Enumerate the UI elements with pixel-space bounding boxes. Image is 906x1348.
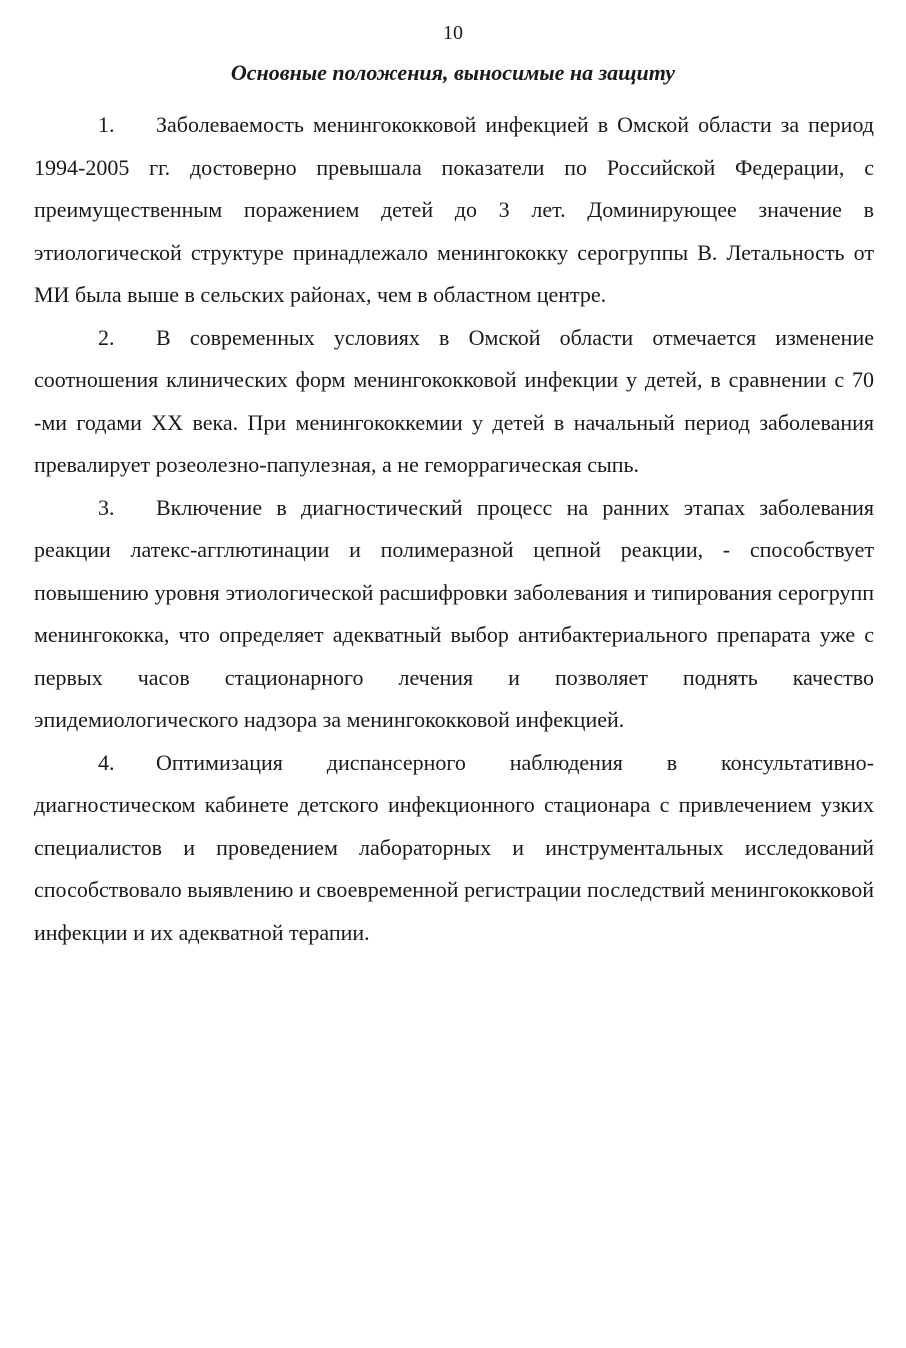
provision-text: Оптимизация диспансерного наблюдения в консультативно-диагностическом кабинете детского инфекционного стационара с привлечением узких специалистов и проведением лабораторных и инструментальных исследований способствовало выявлению и своевременной регистрации последствий менингококковой инфекции и их адекватной терапии. <box>34 749 874 945</box>
provision-item-2 <box>34 317 874 487</box>
provision-text: Заболеваемость менингококковой инфекцией в Омской области за период 1994-2005 гг. достоверно превышала показатели по Российской Федерации, с преимущественным поражением детей до 3 лет. Доминирующее значение в этиологической структуре принадлежало менингококку серогруппы В. Летальность от МИ была выше в сельских районах, чем в областном центре. <box>34 112 874 307</box>
provision-item-1 <box>34 104 874 317</box>
provisions-list <box>34 104 874 954</box>
provision-number: 2. <box>98 324 115 350</box>
provision-number: 4. <box>98 749 115 775</box>
provision-item-4 <box>34 742 874 955</box>
provision-number: 1. <box>98 112 115 137</box>
provision-text: Включение в диагностический процесс на ранних этапах заболевания реакции латекс-агглютинации и полимеразной цепной реакции, - способствует повышению уровня этиологической расшифровки заболевания и типирования серогрупп менингококка, что определяет адекватный выбор антибактериального препарата уже с первых часов стационарного лечения и позволяет поднять качество эпидемиологического надзора за менингококковой инфекцией. <box>34 494 874 732</box>
page-number: 10 <box>443 22 463 44</box>
provision-item-3 <box>34 487 874 742</box>
section-heading: Основные положения, выносимые на защиту <box>230 60 676 85</box>
provision-number: 3. <box>98 494 115 520</box>
provision-text: В современных условиях в Омской области отмечается изменение соотношения клинических форм менингококковой инфекции у детей, в сравнении с 70 -ми годами XX века. При менингококкемии у детей в начальный период заболевания превалирует розеолезно-папулезная, а не геморрагическая сыпь. <box>34 324 874 477</box>
